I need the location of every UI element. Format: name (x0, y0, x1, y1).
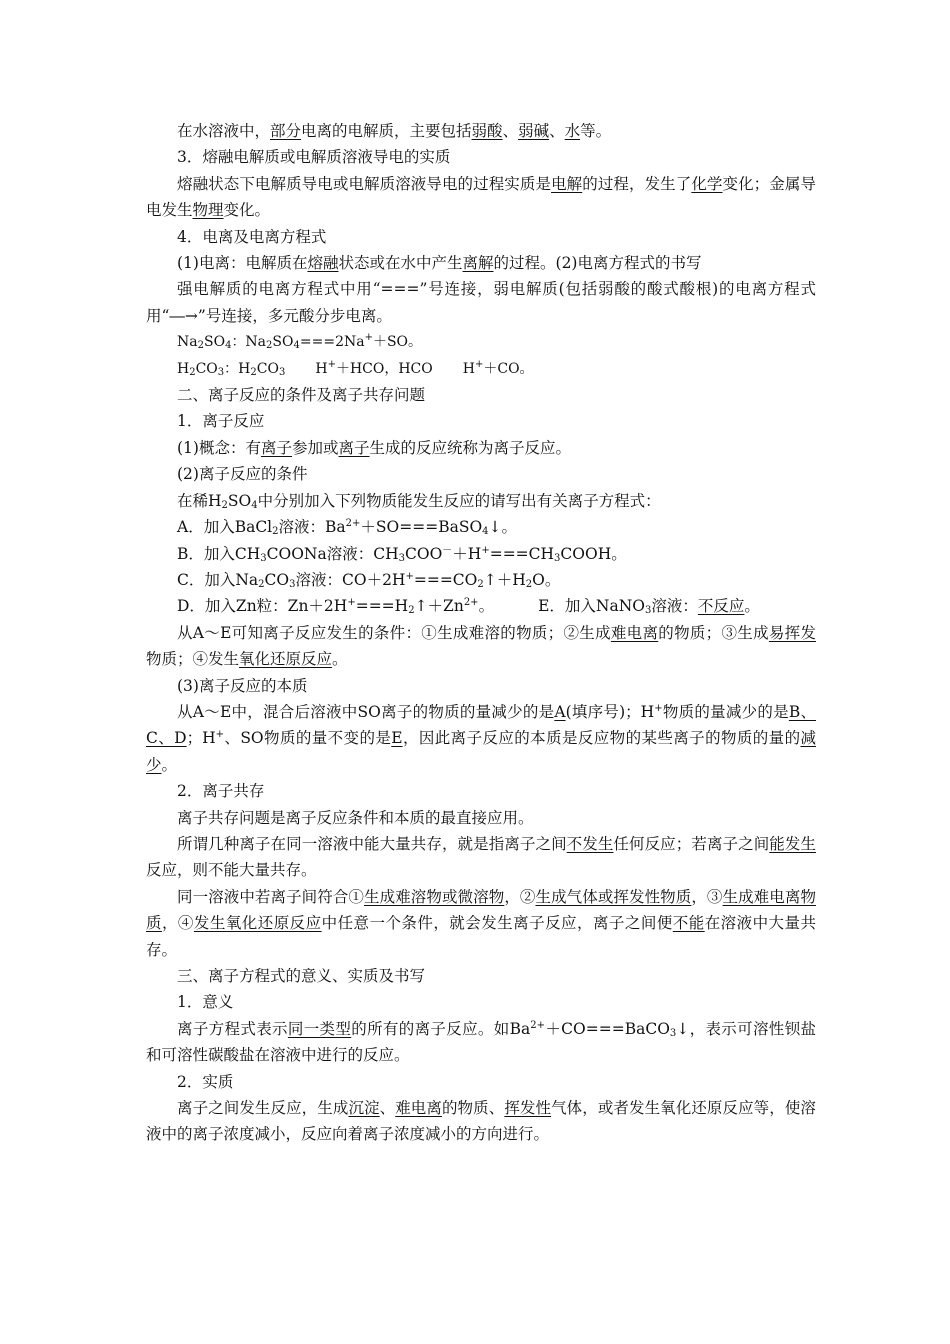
answer-blank: 难电离 (610, 623, 659, 642)
text: 电离的电解质，主要包括 (301, 122, 472, 140)
section-heading: 2．实质 (177, 1072, 234, 1091)
answer-blank: 生成难电离物质 (146, 887, 816, 933)
paragraph-coexistence-intro: 离子共存问题是离子反应条件和本质的最直接应用。 (177, 808, 534, 827)
answer-blank: B、C、D (146, 702, 816, 748)
text: 、 (549, 122, 565, 140)
document-body (146, 118, 816, 1148)
answer-blank: A (554, 702, 566, 721)
subsection-heading: (3)离子反应的本质 (177, 676, 308, 695)
text: 、 (502, 122, 519, 140)
answer-blank: 不能 (672, 914, 705, 933)
paragraph-ionization (146, 250, 816, 276)
answer-blank: E (391, 729, 403, 748)
answer-blank: 弱酸 (471, 122, 503, 140)
paragraph-weak-electrolyte (146, 118, 816, 144)
chapter-heading: 二、离子反应的条件及离子共存问题 (177, 386, 426, 405)
text: 的过程，发生了 (582, 174, 692, 193)
text: 的过程。(2)电离方程式的书写 (493, 254, 702, 273)
text: 变化。 (223, 201, 271, 220)
text: 变化；金属导电发生 (146, 174, 816, 220)
item-d-e: D．加入Zn粒：$Zn+2H^+===H_2↑+Zn^{2+}$。 E．加入NaNO$_3$溶液：不反应。 (177, 597, 760, 617)
answer-blank: 不发生 (566, 834, 614, 853)
paragraph-coexistence-conditions: 同一溶液中若离子间符合①生成难溶物或微溶物，②生成气体或挥发性物质，③生成难电离物质，④发生氧化还原反应中任意一个条件，就会发生离子反应，离子之间便不能在溶液中大量共存。 (146, 887, 816, 959)
answer-blank: 水 (564, 122, 581, 140)
section-heading: 1．意义 (177, 993, 234, 1012)
answer-blank: 能发生 (769, 834, 816, 853)
section-heading: 3．熔融电解质或电解质溶液导电的实质 (177, 148, 451, 167)
paragraph-ionization-equation: 强电解质的电离方程式中用“===”号连接，弱电解质(包括弱酸的酸式酸根)的电离方程式用“―→”号连接，多元酸分步电离。 (146, 280, 816, 325)
paragraph-concept: (1)概念：有离子参加或离子生成的反应统称为离子反应。 (177, 438, 572, 457)
paragraph-meaning: 离子方程式表示同一类型的所有的离子反应。如$Ba^{2+}+CO===BaCO_3↓$，表示可溶性钡盐和可溶性碳酸盐在溶液中进行的反应。 (146, 1019, 816, 1065)
answer-blank: 不反应 (697, 597, 745, 616)
subsection-heading: (2)离子反应的条件 (177, 465, 308, 484)
answer-blank: 生成气体或挥发性物质 (535, 887, 692, 906)
answer-blank: 难电离 (395, 1099, 442, 1118)
chapter-heading: 三、离子方程式的意义、实质及书写 (177, 967, 426, 985)
paragraph-coexistence: 所谓几种离子在同一溶液中能大量共存，就是指离子之间不发生任何反应；若离子之间能发生反应，则不能大量共存。 (146, 834, 816, 880)
answer-blank: 物理 (192, 201, 224, 220)
answer-blank: 部分 (270, 122, 302, 140)
answer-blank: 离子 (260, 438, 292, 457)
answer-blank: 减少 (146, 729, 816, 774)
answer-blank: 熔融 (307, 254, 339, 273)
text: 状态或在水中产生 (338, 254, 463, 273)
answer-blank: 离子 (338, 438, 370, 457)
text: 熔融状态下电解质导电或电解质溶液导电的过程实质是 (177, 174, 552, 193)
item-a: A．加入BaCl$_2$溶液：$Ba^{2+}+SO===BaSO_4↓$。 (177, 518, 518, 538)
answer-blank: 挥发性 (504, 1099, 552, 1118)
text: 等。 (580, 122, 612, 140)
answer-blank: 电解 (551, 174, 583, 193)
paragraph-question: 在稀$H_2SO_4$中分别加入下列物质能发生反应的请写出有关离子方程式： (177, 491, 661, 511)
answer-blank: 弱碱 (518, 122, 550, 140)
paragraph-conduction (146, 171, 816, 224)
text: (1)电离：电解质在 (177, 254, 308, 273)
answer-blank: 沉淀 (348, 1099, 380, 1118)
answer-blank: 生成难溶物或微溶物 (364, 887, 505, 906)
paragraph-conditions: 从A～E可知离子反应发生的条件：①生成难溶的物质；②生成难电离的物质；③生成易挥发物质；④发生氧化还原反应。 (146, 623, 816, 669)
item-b: B．加入$CH_3COONa$溶液：$CH_3COO^-+H^+===CH_3COOH$。 (177, 544, 627, 564)
answer-blank: 离解 (462, 254, 494, 273)
answer-blank: 发生氧化还原反应 (193, 914, 322, 933)
answer-blank: 化学 (691, 174, 723, 193)
equation-h2co3: $H_2CO_3$：$H_2CO_3$ H+＋HCO，HCO H+＋CO。 (177, 358, 534, 378)
paragraph-essence: 从A～E中，混合后溶液中SO离子的物质的量减少的是A(填序号)；H+物质的量减少的是B、C、D；H+、SO物质的量不变的是E，因此离子反应的本质是反应物的某些离子的物质的量的减少。 (146, 702, 816, 774)
answer-blank: 同一类型 (287, 1019, 352, 1038)
text: 在水溶液中， (177, 122, 271, 140)
item-c: C．加入$Na_2CO_3$溶液：$CO+2H^+===CO_2↑+H_2O$。 (177, 570, 561, 590)
answer-blank: 易挥发 (768, 623, 816, 642)
section-heading: 2．离子共存 (177, 782, 265, 801)
equation-na2so4: $Na_2SO_4$：$Na_2SO_4===2Na^++SO$。 (177, 332, 423, 352)
section-heading: 4．电离及电离方程式 (177, 227, 327, 246)
paragraph-nature: 离子之间发生反应，生成沉淀、难电离的物质、挥发性气体，或者发生氧化还原反应等，使溶液中的离子浓度减小，反应向着离子浓度减小的方向进行。 (146, 1099, 816, 1144)
section-heading: 1．离子反应 (177, 412, 265, 431)
answer-blank: 氧化还原反应 (239, 650, 333, 669)
